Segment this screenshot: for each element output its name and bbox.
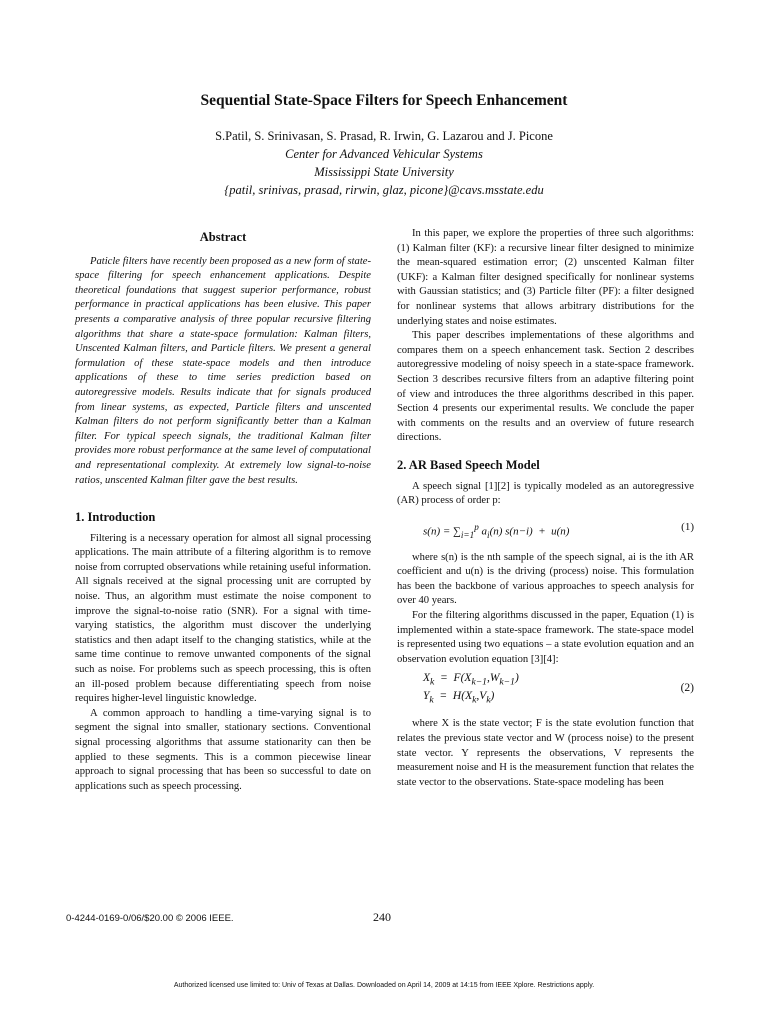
- equation-1-expression: $s(n) = \sum_{i=1}^p$ $a_i(n) s(n-i) + u(n)$: [423, 521, 570, 540]
- section-2-paragraph-2: where s(n) is the nth sample of the speech signal, ai is the ith AR coefficient and u(n) is the driving (process) noise. This formulation has been the backbone of various approaches to speech analysis for over 40 years.: [397, 551, 694, 607]
- equation-1: [397, 513, 694, 543]
- equation-2-line-2: $Y_k = H(X_k,V_k)$: [423, 690, 495, 706]
- section-1-paragraph-2: A common approach to handling a time-varying signal is to segment the signal into smaller, stationary sections. Conventional signal processing algorithms that assume stationarity can then be applied to these segments. This is a common piecewise linear approach to signal processing that has been so successful to date on applications such as speech processing.: [75, 707, 371, 792]
- author-emails: {patil, srinivas, prasad, rirwin, glaz, picone}@cavs.msstate.edu: [224, 183, 544, 197]
- equation-2-number: (2): [680, 682, 694, 695]
- paper-title: Sequential State-Space Filters for Speech Enhancement: [200, 92, 568, 109]
- section-1-heading: 1. Introduction: [75, 510, 156, 525]
- abstract-text: Paticle filters have recently been proposed as a new form of state-space filtering for speech enhancement applications. Despite theoretical foundations that suggest superior performance, robust performance in practical applications has been elusive. This paper presents a comparative analysis of three popular recursive filtering algorithms that share a state-space formulation: Kalman filters, Unscented Kalman filters, and Particle filters. We present a general formulation of these state-space models and then introduce applications of these to time series prediction based on autoregressive models. Results indicate that for signals produced from linear systems, as expected, Particle filters and unscented Kalman filters do not perform significantly better than a Kalman filter. For typical speech signals, the traditional Kalman filter provides more robust performance at the same level of computational and representational complexity. At extremely low signal-to-noise ratios, unscented Kalman filter gave the best results.: [75, 255, 371, 486]
- author-block: [0, 127, 768, 199]
- equation-1-number: (1): [681, 520, 694, 533]
- section-2-paragraph-3: For the filtering algorithms discussed in the paper, Equation (1) is implemented within a state-space framework. The state-space model is represented using two equations – a state evolution equation and an observation evolution equation [3][4]:: [397, 610, 694, 665]
- section-1-paragraph-1: Filtering is a necessary operation for almost all signal processing applications. The main attribute of a filtering algorithm is to remove noise from corrupted observations while retaining useful information. All signals received at the signal processing unit are corrupted by noise. Thus, an algorithm must estimate the noise component to improve the signal-to-noise ratio (SNR). For a signal with time-varying statistics, the algorithm must discover the underlying statistics and then adapt itself to the changing statistics, while at the same time continue to remove unwanted components of the signal such as noise. For problems such as speech processing, this is often an ill-posed problem because differentiating speech from noise requires higher-level linguistic knowledge.: [75, 532, 371, 705]
- section-2-heading: 2. AR Based Speech Model: [397, 457, 540, 472]
- intro-paragraph-2: This paper describes implementations of these algorithms and compares them on a speech enhancement task. Section 2 describes autoregressive modeling of noisy speech in a state-space framework. Section 3 describes recursive filters from an adaptive filtering point of view and introduces the three algorithms described in this paper. Section 4 presents our experimental results. We conclude the paper with comments on the results and an overview of future research directions.: [397, 330, 694, 444]
- intro-paragraph-1: In this paper, we explore the properties of three such algorithms: (1) Kalman filter (KF): a recursive linear filter designed to minimize the mean-squared estimation error; (2) unscented Kalman filter (UKF): a Kalman filter designed specifically for nonlinear systems with Gaussian statistics; and (3) Particle filter (PF): a filter designed for nonlinear systems that allows arbitrary distributions for the underlying states and noise estimates.: [397, 228, 694, 327]
- right-column: [397, 227, 694, 790]
- page-number: 240: [373, 910, 391, 924]
- abstract-heading: Abstract: [199, 230, 247, 244]
- equation-2: [397, 669, 694, 711]
- equation-2-line-1: $X_k = F(X_{k-1},W_{k-1})$: [423, 672, 519, 688]
- license-notice: Authorized licensed use limited to: Univ of Texas at Dallas. Downloaded on April 14, 2009 at 14:15 from IEEE Xplore. Restrictions apply.: [173, 982, 595, 989]
- section-2-paragraph-4: where X is the state vector; F is the state evolution function that relates the previous state vector and W (process noise) to the present state vector. Y represents the observations, V represents the measurement noise and H is the measurement function that relates the state vector to the observations. State-space modeling has been: [397, 718, 694, 788]
- affiliation-university: Mississippi State University: [314, 165, 454, 179]
- copyright-notice: 0-4244-0169-0/06/$20.00 © 2006 IEEE.: [66, 913, 234, 924]
- author-list: S.Patil, S. Srinivasan, S. Prasad, R. Irwin, G. Lazarou and J. Picone: [215, 129, 553, 143]
- left-column: [75, 230, 371, 794]
- section-2-paragraph-1: A speech signal [1][2] is typically modeled as an autoregressive (AR) process of order p:: [397, 480, 694, 507]
- affiliation-center: Center for Advanced Vehicular Systems: [285, 147, 483, 161]
